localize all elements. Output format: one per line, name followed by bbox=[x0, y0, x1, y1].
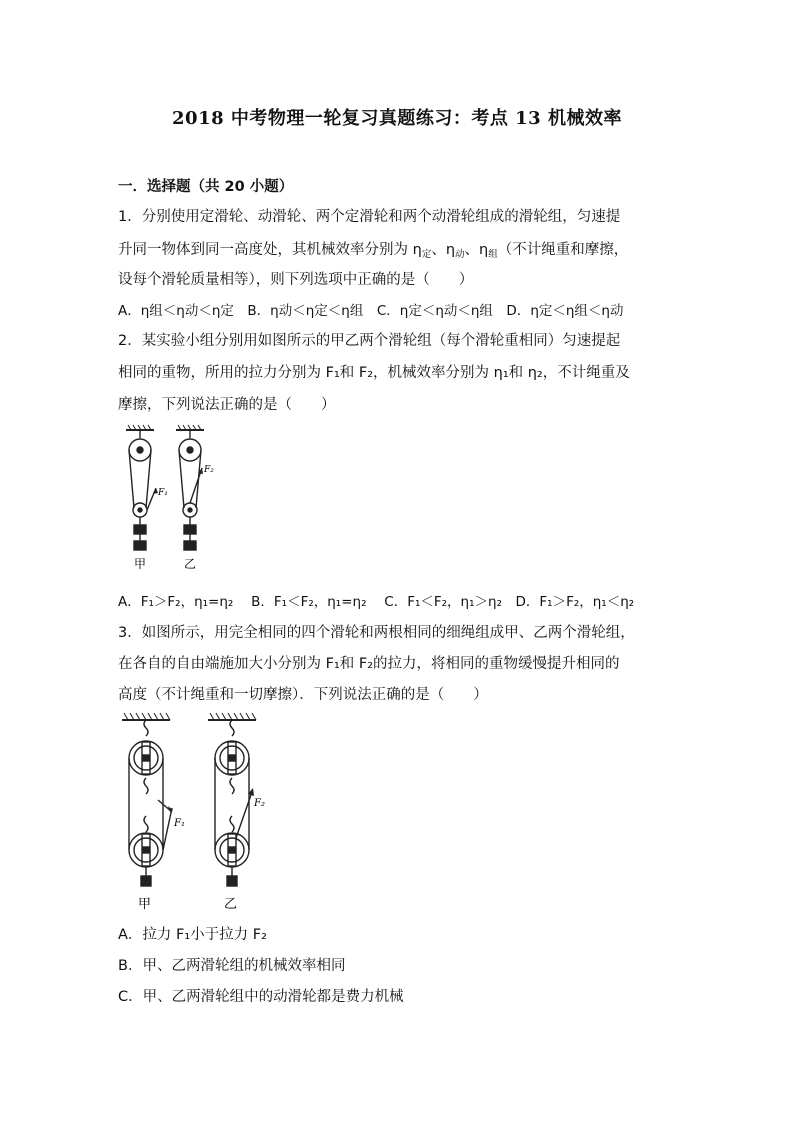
q3-option-a: A．拉力 F₁小于拉力 F₂ bbox=[118, 927, 267, 943]
q1-options: A．η组＜η动＜η定 B．η动＜η定＜η组 C．η定＜η动＜η组 D．η定＜η组＜η动 bbox=[118, 303, 624, 319]
ceiling-hatch-jia bbox=[122, 713, 170, 720]
q3-jia-label: 甲 bbox=[138, 897, 152, 912]
q3-pulley-figure bbox=[118, 712, 278, 912]
q3-f2-label: F₂ bbox=[254, 798, 265, 809]
q1-line-2: 升同一物体到同一高度处，其机械效率分别为 $\eta_定$、$\eta_动$、$\eta_组$（不计绳重和摩擦， bbox=[118, 242, 629, 260]
q2-jia-label: 甲 bbox=[134, 557, 147, 571]
q3-option-b: B．甲、乙两滑轮组的机械效率相同 bbox=[118, 958, 346, 974]
q2-options: A．F₁＞F₂，η₁=η₂ B．F₁＜F₂，η₁=η₂ C．F₁＜F₂，η₁＞η₂ D．F₁＞F₂，η₁＜η₂ bbox=[118, 594, 635, 610]
section-heading: 一．选择题（共 20 小题） bbox=[118, 179, 294, 195]
q2-line-1: 2．某实验小组分别用如图所示的甲乙两个滑轮组（每个滑轮重相同）匀速提起 bbox=[118, 333, 621, 349]
q3-line-1: 3．如图所示，用完全相同的四个滑轮和两根相同的细绳组成甲、乙两个滑轮组， bbox=[118, 625, 635, 641]
q3-option-c: C．甲、乙两滑轮组中的动滑轮都是费力机械 bbox=[118, 989, 404, 1005]
q1-line-1: 1．分别使用定滑轮、动滑轮、两个定滑轮和两个动滑轮组成的滑轮组，匀速提 bbox=[118, 209, 621, 225]
ceiling-hatch-yi bbox=[208, 713, 256, 720]
q3-yi-label: 乙 bbox=[224, 897, 238, 912]
q2-pulley-figure bbox=[120, 424, 232, 574]
q3-line-2: 在各自的自由端施加大小分别为 F₁和 F₂的拉力，将相同的重物缓慢提升相同的 bbox=[118, 656, 620, 672]
q2-f2-label: F₂ bbox=[204, 465, 214, 475]
q3-line-3: 高度（不计绳重和一切摩擦）．下列说法正确的是（ ） bbox=[118, 687, 488, 703]
q2-yi-label: 乙 bbox=[184, 557, 197, 571]
q1-line-3: 设每个滑轮质量相等），则下列选项中正确的是（ ） bbox=[118, 272, 474, 288]
ceiling-hatch-yi bbox=[176, 425, 204, 430]
q2-line-3: 摩擦，下列说法正确的是（ ） bbox=[118, 397, 336, 413]
q3-f1-label: F₁ bbox=[174, 818, 185, 829]
page-title: 2018 中考物理一轮复习真题练习：考点 13 机械效率 bbox=[172, 108, 622, 129]
q2-line-2: 相同的重物，所用的拉力分别为 F₁和 F₂，机械效率分别为 η₁和 η₂，不计绳重及 bbox=[118, 365, 630, 381]
q2-f1-label: F₁ bbox=[158, 488, 168, 498]
ceiling-hatch-jia bbox=[126, 425, 154, 430]
